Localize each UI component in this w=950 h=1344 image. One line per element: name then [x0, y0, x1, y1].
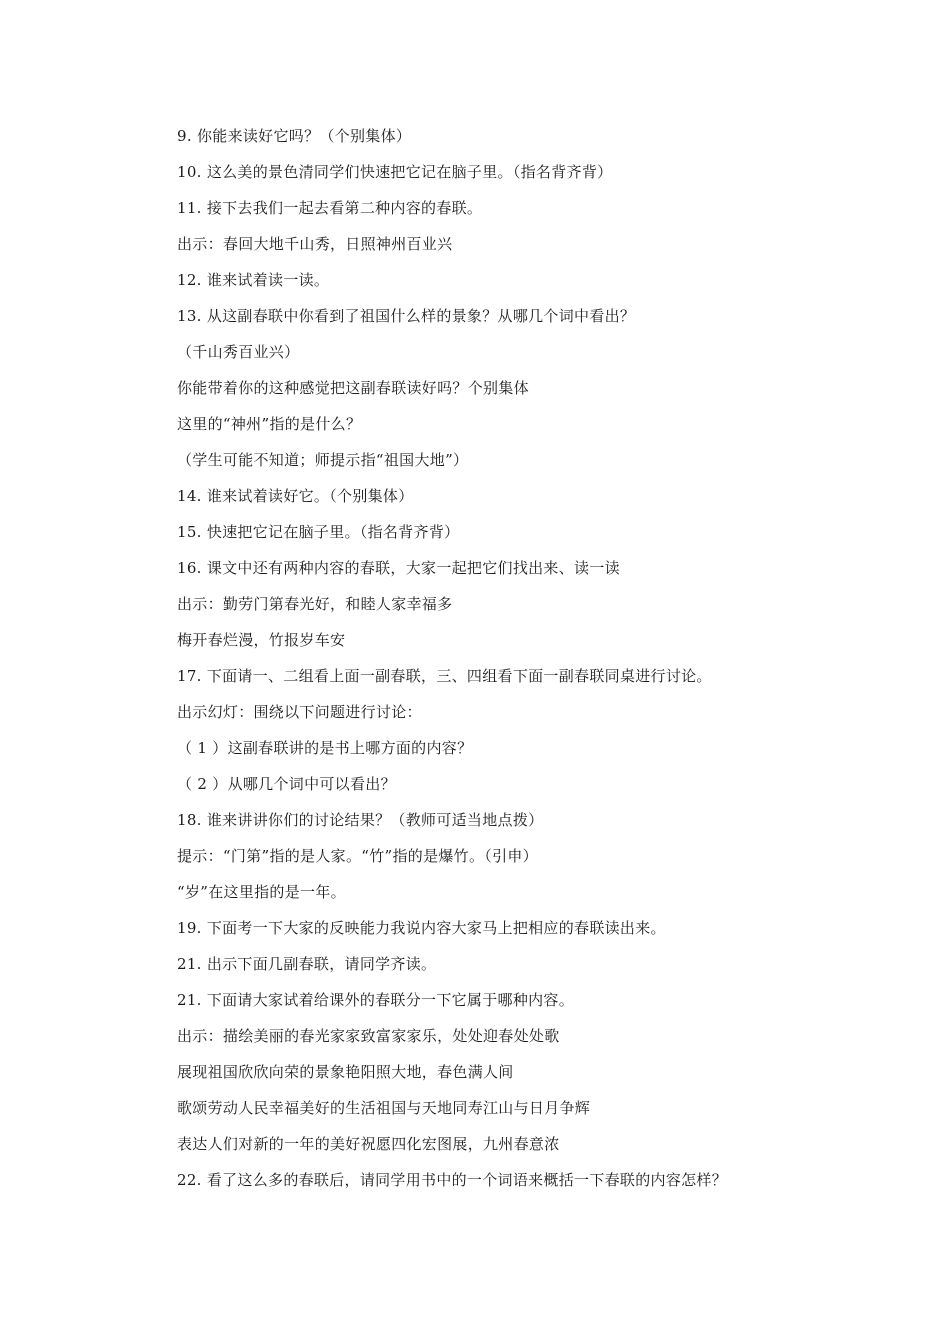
text-line: （学生可能不知道；师提示指“祖国大地”） [177, 451, 469, 469]
text-line: 19. 下面考一下大家的反映能力我说内容大家马上把相应的春联读出来。 [177, 919, 666, 937]
document-body [177, 124, 877, 1204]
text-line: “岁”在这里指的是一年。 [177, 883, 346, 901]
text-line: （千山秀百业兴） [177, 343, 300, 361]
text-line: 18. 谁来讲讲你们的讨论结果？（教师可适当地点拨） [177, 811, 544, 829]
text-line: 13. 从这副春联中你看到了祖国什么样的景象？从哪几个词中看出？ [177, 307, 636, 325]
text-line: 出示：描绘美丽的春光家家致富家家乐，处处迎春处处歌 [177, 1027, 560, 1045]
text-line: 这里的“神州”指的是什么？ [177, 415, 362, 433]
text-line: 21. 下面请大家试着给课外的春联分一下它属于哪种内容。 [177, 991, 575, 1009]
text-line: 15. 快速把它记在脑子里。（指名背齐背） [177, 523, 460, 541]
text-line: （ 1 ）这副春联讲的是书上哪方面的内容？ [177, 739, 473, 757]
text-line: （ 2 ）从哪几个词中可以看出？ [177, 775, 396, 793]
text-line: 提示：“门第”指的是人家。“竹”指的是爆竹。（引申） [177, 847, 538, 865]
text-line: 出示幻灯：围绕以下问题进行讨论： [177, 703, 422, 721]
text-line: 展现祖国欣欣向荣的景象艳阳照大地，春色满人间 [177, 1063, 514, 1081]
text-line: 21. 出示下面几副春联，请同学齐读。 [177, 955, 437, 973]
text-line: 11. 接下去我们一起去看第二种内容的春联。 [177, 199, 483, 217]
text-line: 你能带着你的这种感觉把这副春联读好吗？个别集体 [177, 379, 529, 397]
text-line: 歌颂劳动人民幸福美好的生活祖国与天地同寿江山与日月争辉 [177, 1099, 591, 1117]
text-line: 12. 谁来试着读一读。 [177, 271, 330, 289]
text-line: 16. 课文中还有两种内容的春联，大家一起把它们找出来、读一读 [177, 559, 620, 577]
text-line: 10. 这么美的景色清同学们快速把它记在脑子里。（指名背齐背） [177, 163, 613, 181]
text-line: 梅开春烂漫，竹报岁车安 [177, 631, 346, 649]
text-line: 表达人们对新的一年的美好祝愿四化宏图展，九州春意浓 [177, 1135, 560, 1153]
text-line: 22. 看了这么多的春联后，请同学用书中的一个词语来概括一下春联的内容怎样？ [177, 1171, 728, 1189]
text-line: 14. 谁来试着读好它。（个别集体） [177, 487, 414, 505]
text-line: 17. 下面请一、二组看上面一副春联，三、四组看下面一副春联同桌进行讨论。 [177, 667, 712, 685]
text-line: 出示：春回大地千山秀，日照神州百业兴 [177, 235, 453, 253]
text-line: 出示：勤劳门第春光好，和睦人家幸福多 [177, 595, 453, 613]
text-line: 9. 你能来读好它吗？（个别集体） [177, 127, 412, 145]
